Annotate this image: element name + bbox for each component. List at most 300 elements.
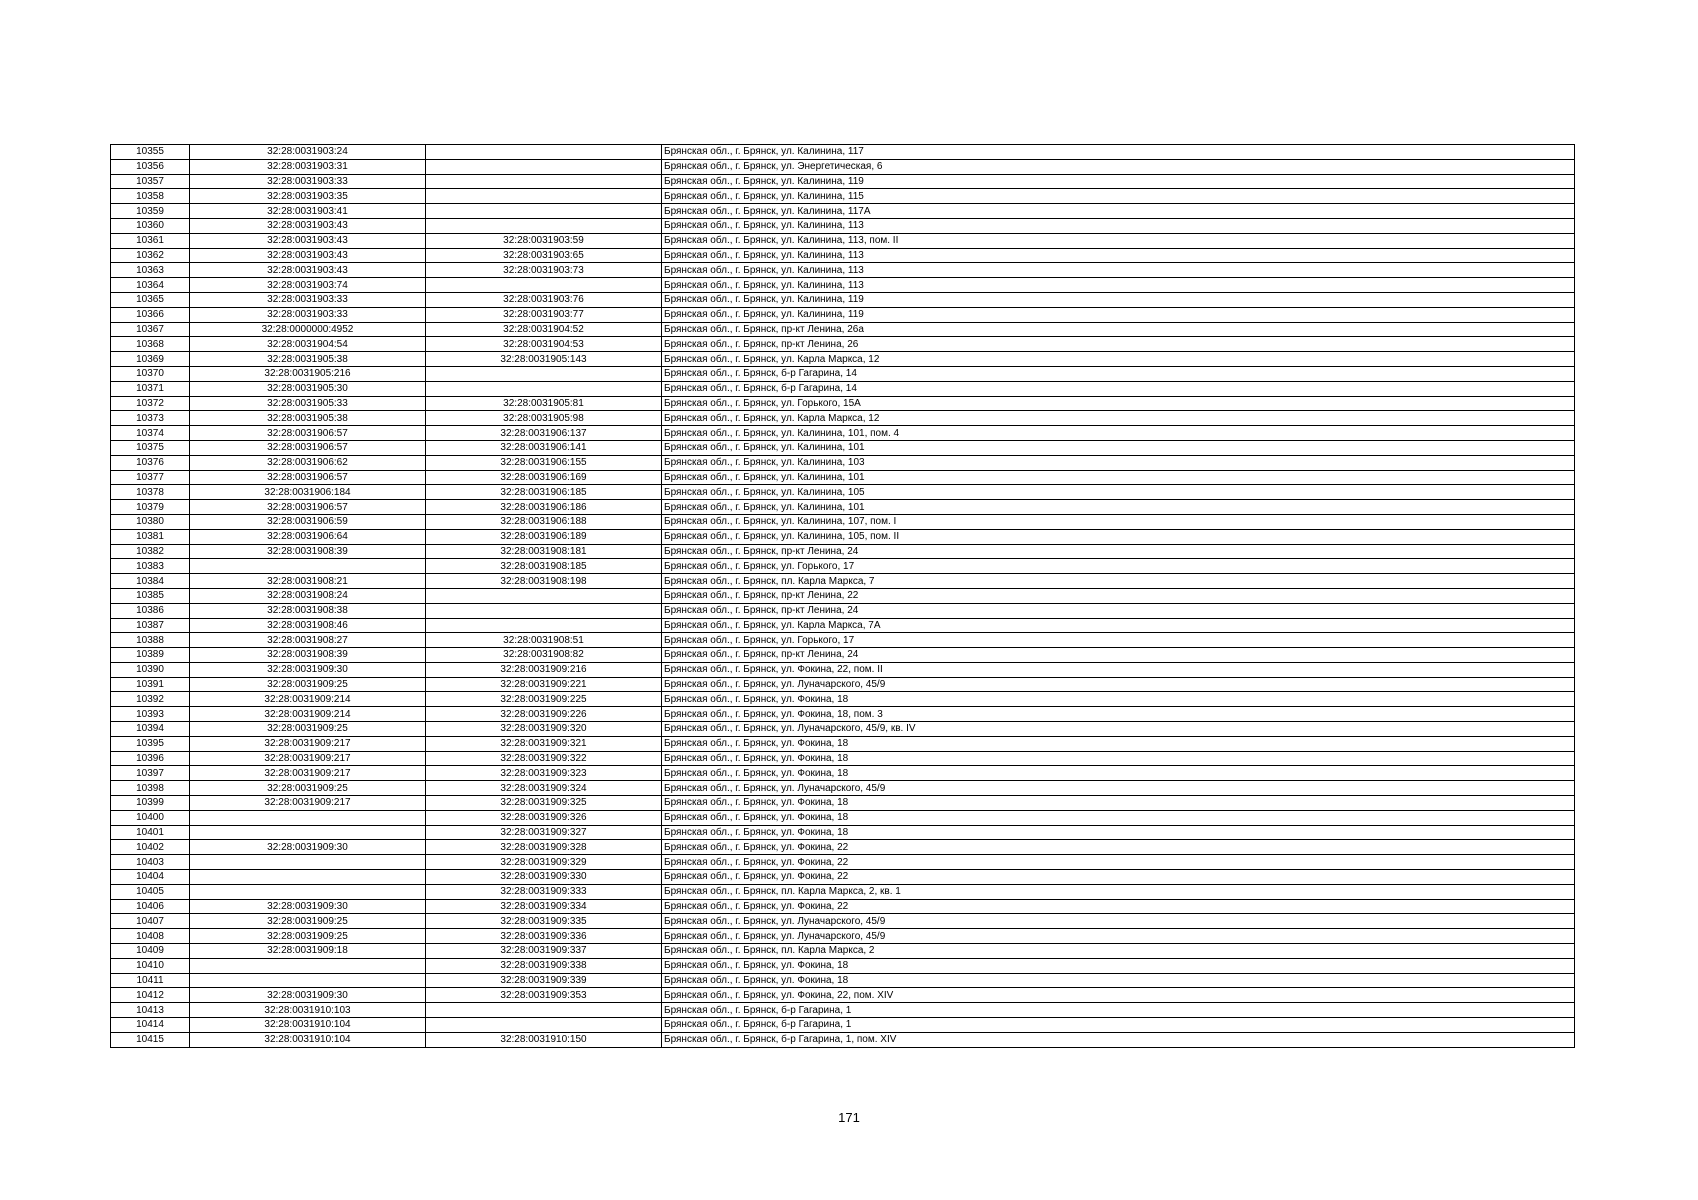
land-plot-number-cell: 32:28:0031906:62 bbox=[190, 455, 426, 470]
object-number-cell: 32:28:0031903:77 bbox=[426, 307, 662, 322]
row-number-cell: 10376 bbox=[111, 455, 190, 470]
row-number-cell: 10385 bbox=[111, 588, 190, 603]
table-row bbox=[111, 633, 1575, 648]
object-number-cell: 32:28:0031908:198 bbox=[426, 574, 662, 589]
object-number-cell: 32:28:0031909:327 bbox=[426, 825, 662, 840]
object-number-cell bbox=[426, 218, 662, 233]
table-row bbox=[111, 751, 1575, 766]
row-number-cell: 10387 bbox=[111, 618, 190, 633]
land-plot-number-cell: 32:28:0000000:4952 bbox=[190, 322, 426, 337]
object-number-cell: 32:28:0031909:225 bbox=[426, 692, 662, 707]
row-number-cell: 10393 bbox=[111, 707, 190, 722]
row-number-cell: 10369 bbox=[111, 352, 190, 367]
land-plot-number-cell: 32:28:0031910:104 bbox=[190, 1018, 426, 1033]
row-number-cell: 10355 bbox=[111, 145, 190, 160]
address-cell: Брянская обл., г. Брянск, ул. Фокина, 22, пом. XIV bbox=[662, 988, 1575, 1003]
address-cell: Брянская обл., г. Брянск, ул. Фокина, 22, пом. II bbox=[662, 662, 1575, 677]
object-number-cell: 32:28:0031906:189 bbox=[426, 529, 662, 544]
address-cell: Брянская обл., г. Брянск, ул. Луначарского, 45/9 bbox=[662, 781, 1575, 796]
land-plot-number-cell bbox=[190, 884, 426, 899]
row-number-cell: 10367 bbox=[111, 322, 190, 337]
address-cell: Брянская обл., г. Брянск, пр-кт Ленина, 26а bbox=[662, 322, 1575, 337]
row-number-cell: 10394 bbox=[111, 722, 190, 737]
row-number-cell: 10415 bbox=[111, 1032, 190, 1047]
land-plot-number-cell: 32:28:0031909:30 bbox=[190, 662, 426, 677]
table-row bbox=[111, 189, 1575, 204]
address-cell: Брянская обл., г. Брянск, ул. Луначарского, 45/9 bbox=[662, 914, 1575, 929]
land-plot-number-cell: 32:28:0031905:30 bbox=[190, 381, 426, 396]
table-row bbox=[111, 1003, 1575, 1018]
address-cell: Брянская обл., г. Брянск, ул. Калинина, 113, пом. II bbox=[662, 233, 1575, 248]
table-row bbox=[111, 218, 1575, 233]
land-plot-number-cell: 32:28:0031910:103 bbox=[190, 1003, 426, 1018]
land-plot-number-cell: 32:28:0031909:217 bbox=[190, 751, 426, 766]
address-cell: Брянская обл., г. Брянск, пр-кт Ленина, 26 bbox=[662, 337, 1575, 352]
land-plot-number-cell: 32:28:0031909:30 bbox=[190, 840, 426, 855]
object-number-cell bbox=[426, 204, 662, 219]
row-number-cell: 10383 bbox=[111, 559, 190, 574]
address-cell: Брянская обл., г. Брянск, ул. Карла Маркса, 12 bbox=[662, 411, 1575, 426]
page-number: 171 bbox=[838, 1110, 860, 1125]
row-number-cell: 10382 bbox=[111, 544, 190, 559]
address-cell: Брянская обл., г. Брянск, б-р Гагарина, 1, пом. XIV bbox=[662, 1032, 1575, 1047]
row-number-cell: 10366 bbox=[111, 307, 190, 322]
land-plot-number-cell: 32:28:0031909:217 bbox=[190, 766, 426, 781]
land-plot-number-cell: 32:28:0031909:25 bbox=[190, 677, 426, 692]
object-number-cell: 32:28:0031908:51 bbox=[426, 633, 662, 648]
address-cell: Брянская обл., г. Брянск, ул. Горького, 17 bbox=[662, 633, 1575, 648]
row-number-cell: 10363 bbox=[111, 263, 190, 278]
cadastral-registry-table bbox=[110, 144, 1575, 1048]
object-number-cell: 32:28:0031903:76 bbox=[426, 292, 662, 307]
address-cell: Брянская обл., г. Брянск, пл. Карла Маркса, 2, кв. 1 bbox=[662, 884, 1575, 899]
table-row bbox=[111, 292, 1575, 307]
object-number-cell bbox=[426, 278, 662, 293]
table-row bbox=[111, 988, 1575, 1003]
object-number-cell bbox=[426, 159, 662, 174]
address-cell: Брянская обл., г. Брянск, ул. Калинина, 119 bbox=[662, 307, 1575, 322]
address-cell: Брянская обл., г. Брянск, пл. Карла Маркса, 2 bbox=[662, 944, 1575, 959]
row-number-cell: 10377 bbox=[111, 470, 190, 485]
table-row bbox=[111, 796, 1575, 811]
table-row bbox=[111, 559, 1575, 574]
land-plot-number-cell: 32:28:0031905:38 bbox=[190, 411, 426, 426]
land-plot-number-cell: 32:28:0031906:184 bbox=[190, 485, 426, 500]
address-cell: Брянская обл., г. Брянск, ул. Фокина, 18 bbox=[662, 766, 1575, 781]
row-number-cell: 10402 bbox=[111, 840, 190, 855]
object-number-cell: 32:28:0031903:65 bbox=[426, 248, 662, 263]
object-number-cell bbox=[426, 366, 662, 381]
table-row bbox=[111, 544, 1575, 559]
address-cell: Брянская обл., г. Брянск, ул. Фокина, 18 bbox=[662, 796, 1575, 811]
row-number-cell: 10408 bbox=[111, 929, 190, 944]
object-number-cell: 32:28:0031910:150 bbox=[426, 1032, 662, 1047]
land-plot-number-cell bbox=[190, 973, 426, 988]
land-plot-number-cell: 32:28:0031908:21 bbox=[190, 574, 426, 589]
row-number-cell: 10368 bbox=[111, 337, 190, 352]
object-number-cell bbox=[426, 381, 662, 396]
row-number-cell: 10400 bbox=[111, 810, 190, 825]
table-row bbox=[111, 855, 1575, 870]
table-row bbox=[111, 929, 1575, 944]
land-plot-number-cell: 32:28:0031903:31 bbox=[190, 159, 426, 174]
address-cell: Брянская обл., г. Брянск, ул. Фокина, 22 bbox=[662, 855, 1575, 870]
row-number-cell: 10371 bbox=[111, 381, 190, 396]
row-number-cell: 10379 bbox=[111, 500, 190, 515]
address-cell: Брянская обл., г. Брянск, ул. Калинина, 113 bbox=[662, 278, 1575, 293]
address-cell: Брянская обл., г. Брянск, ул. Калинина, 101 bbox=[662, 470, 1575, 485]
object-number-cell: 32:28:0031909:335 bbox=[426, 914, 662, 929]
row-number-cell: 10412 bbox=[111, 988, 190, 1003]
row-number-cell: 10411 bbox=[111, 973, 190, 988]
object-number-cell: 32:28:0031908:185 bbox=[426, 559, 662, 574]
table-row bbox=[111, 145, 1575, 160]
object-number-cell: 32:28:0031909:320 bbox=[426, 722, 662, 737]
object-number-cell: 32:28:0031909:324 bbox=[426, 781, 662, 796]
table-row bbox=[111, 825, 1575, 840]
row-number-cell: 10410 bbox=[111, 958, 190, 973]
table-row bbox=[111, 958, 1575, 973]
row-number-cell: 10370 bbox=[111, 366, 190, 381]
object-number-cell: 32:28:0031905:98 bbox=[426, 411, 662, 426]
address-cell: Брянская обл., г. Брянск, ул. Фокина, 22 bbox=[662, 840, 1575, 855]
address-cell: Брянская обл., г. Брянск, ул. Фокина, 18 bbox=[662, 825, 1575, 840]
table-row bbox=[111, 352, 1575, 367]
row-number-cell: 10403 bbox=[111, 855, 190, 870]
row-number-cell: 10372 bbox=[111, 396, 190, 411]
object-number-cell: 32:28:0031909:338 bbox=[426, 958, 662, 973]
address-cell: Брянская обл., г. Брянск, ул. Горького, 15А bbox=[662, 396, 1575, 411]
table-row bbox=[111, 248, 1575, 263]
registry-table-body bbox=[111, 145, 1575, 1048]
table-row bbox=[111, 1018, 1575, 1033]
table-row bbox=[111, 174, 1575, 189]
object-number-cell: 32:28:0031909:330 bbox=[426, 870, 662, 885]
land-plot-number-cell bbox=[190, 870, 426, 885]
object-number-cell: 32:28:0031906:141 bbox=[426, 440, 662, 455]
table-row bbox=[111, 840, 1575, 855]
object-number-cell: 32:28:0031908:181 bbox=[426, 544, 662, 559]
object-number-cell: 32:28:0031903:73 bbox=[426, 263, 662, 278]
table-row bbox=[111, 618, 1575, 633]
row-number-cell: 10356 bbox=[111, 159, 190, 174]
row-number-cell: 10364 bbox=[111, 278, 190, 293]
land-plot-number-cell: 32:28:0031906:57 bbox=[190, 440, 426, 455]
object-number-cell: 32:28:0031906:155 bbox=[426, 455, 662, 470]
table-row bbox=[111, 470, 1575, 485]
row-number-cell: 10358 bbox=[111, 189, 190, 204]
object-number-cell bbox=[426, 618, 662, 633]
object-number-cell bbox=[426, 1003, 662, 1018]
table-row bbox=[111, 870, 1575, 885]
table-row bbox=[111, 455, 1575, 470]
address-cell: Брянская обл., г. Брянск, ул. Фокина, 18, пом. 3 bbox=[662, 707, 1575, 722]
object-number-cell: 32:28:0031909:328 bbox=[426, 840, 662, 855]
address-cell: Брянская обл., г. Брянск, пр-кт Ленина, 24 bbox=[662, 648, 1575, 663]
object-number-cell bbox=[426, 603, 662, 618]
table-row bbox=[111, 766, 1575, 781]
land-plot-number-cell: 32:28:0031909:217 bbox=[190, 736, 426, 751]
address-cell: Брянская обл., г. Брянск, ул. Фокина, 18 bbox=[662, 958, 1575, 973]
land-plot-number-cell: 32:28:0031903:74 bbox=[190, 278, 426, 293]
object-number-cell: 32:28:0031906:185 bbox=[426, 485, 662, 500]
row-number-cell: 10405 bbox=[111, 884, 190, 899]
object-number-cell bbox=[426, 174, 662, 189]
land-plot-number-cell: 32:28:0031908:46 bbox=[190, 618, 426, 633]
land-plot-number-cell: 32:28:0031906:57 bbox=[190, 500, 426, 515]
table-row bbox=[111, 662, 1575, 677]
object-number-cell: 32:28:0031909:323 bbox=[426, 766, 662, 781]
land-plot-number-cell: 32:28:0031903:24 bbox=[190, 145, 426, 160]
address-cell: Брянская обл., г. Брянск, ул. Фокина, 18 bbox=[662, 751, 1575, 766]
land-plot-number-cell: 32:28:0031909:214 bbox=[190, 692, 426, 707]
address-cell: Брянская обл., г. Брянск, ул. Калинина, 119 bbox=[662, 174, 1575, 189]
table-row bbox=[111, 588, 1575, 603]
land-plot-number-cell: 32:28:0031906:64 bbox=[190, 529, 426, 544]
land-plot-number-cell bbox=[190, 810, 426, 825]
land-plot-number-cell: 32:28:0031909:25 bbox=[190, 722, 426, 737]
land-plot-number-cell: 32:28:0031903:43 bbox=[190, 248, 426, 263]
land-plot-number-cell: 32:28:0031909:217 bbox=[190, 796, 426, 811]
land-plot-number-cell: 32:28:0031909:18 bbox=[190, 944, 426, 959]
address-cell: Брянская обл., г. Брянск, пр-кт Ленина, 24 bbox=[662, 603, 1575, 618]
address-cell: Брянская обл., г. Брянск, ул. Калинина, 105, пом. II bbox=[662, 529, 1575, 544]
table-row bbox=[111, 263, 1575, 278]
address-cell: Брянская обл., г. Брянск, ул. Фокина, 18 bbox=[662, 810, 1575, 825]
address-cell: Брянская обл., г. Брянск, б-р Гагарина, 1 bbox=[662, 1003, 1575, 1018]
table-row bbox=[111, 411, 1575, 426]
table-row bbox=[111, 914, 1575, 929]
table-row bbox=[111, 159, 1575, 174]
object-number-cell bbox=[426, 1018, 662, 1033]
address-cell: Брянская обл., г. Брянск, ул. Калинина, 117 bbox=[662, 145, 1575, 160]
object-number-cell: 32:28:0031908:82 bbox=[426, 648, 662, 663]
address-cell: Брянская обл., г. Брянск, ул. Калинина, 113 bbox=[662, 248, 1575, 263]
object-number-cell: 32:28:0031909:339 bbox=[426, 973, 662, 988]
address-cell: Брянская обл., г. Брянск, б-р Гагарина, 14 bbox=[662, 381, 1575, 396]
row-number-cell: 10407 bbox=[111, 914, 190, 929]
land-plot-number-cell: 32:28:0031906:57 bbox=[190, 426, 426, 441]
address-cell: Брянская обл., г. Брянск, ул. Калинина, 115 bbox=[662, 189, 1575, 204]
row-number-cell: 10381 bbox=[111, 529, 190, 544]
address-cell: Брянская обл., г. Брянск, ул. Энергетическая, 6 bbox=[662, 159, 1575, 174]
table-row bbox=[111, 204, 1575, 219]
table-row bbox=[111, 574, 1575, 589]
address-cell: Брянская обл., г. Брянск, ул. Калинина, 101, пом. 4 bbox=[662, 426, 1575, 441]
address-cell: Брянская обл., г. Брянск, ул. Калинина, 107, пом. I bbox=[662, 514, 1575, 529]
land-plot-number-cell: 32:28:0031909:25 bbox=[190, 929, 426, 944]
row-number-cell: 10373 bbox=[111, 411, 190, 426]
table-row bbox=[111, 648, 1575, 663]
land-plot-number-cell: 32:28:0031908:38 bbox=[190, 603, 426, 618]
row-number-cell: 10401 bbox=[111, 825, 190, 840]
row-number-cell: 10359 bbox=[111, 204, 190, 219]
table-row bbox=[111, 722, 1575, 737]
row-number-cell: 10398 bbox=[111, 781, 190, 796]
row-number-cell: 10391 bbox=[111, 677, 190, 692]
land-plot-number-cell: 32:28:0031909:25 bbox=[190, 781, 426, 796]
object-number-cell: 32:28:0031906:169 bbox=[426, 470, 662, 485]
land-plot-number-cell: 32:28:0031905:216 bbox=[190, 366, 426, 381]
object-number-cell: 32:28:0031905:143 bbox=[426, 352, 662, 367]
table-row bbox=[111, 307, 1575, 322]
table-row bbox=[111, 884, 1575, 899]
land-plot-number-cell: 32:28:0031909:25 bbox=[190, 914, 426, 929]
object-number-cell bbox=[426, 145, 662, 160]
address-cell: Брянская обл., г. Брянск, пр-кт Ленина, 24 bbox=[662, 544, 1575, 559]
row-number-cell: 10399 bbox=[111, 796, 190, 811]
address-cell: Брянская обл., г. Брянск, ул. Калинина, 119 bbox=[662, 292, 1575, 307]
row-number-cell: 10386 bbox=[111, 603, 190, 618]
address-cell: Брянская обл., г. Брянск, ул. Калинина, 101 bbox=[662, 440, 1575, 455]
address-cell: Брянская обл., г. Брянск, ул. Фокина, 22 bbox=[662, 899, 1575, 914]
row-number-cell: 10395 bbox=[111, 736, 190, 751]
land-plot-number-cell: 32:28:0031903:41 bbox=[190, 204, 426, 219]
object-number-cell: 32:28:0031909:329 bbox=[426, 855, 662, 870]
address-cell: Брянская обл., г. Брянск, ул. Калинина, 101 bbox=[662, 500, 1575, 515]
table-row bbox=[111, 603, 1575, 618]
land-plot-number-cell: 32:28:0031903:43 bbox=[190, 218, 426, 233]
land-plot-number-cell: 32:28:0031908:39 bbox=[190, 544, 426, 559]
table-row bbox=[111, 426, 1575, 441]
table-row bbox=[111, 781, 1575, 796]
table-row bbox=[111, 381, 1575, 396]
land-plot-number-cell: 32:28:0031908:24 bbox=[190, 588, 426, 603]
object-number-cell: 32:28:0031904:53 bbox=[426, 337, 662, 352]
land-plot-number-cell bbox=[190, 825, 426, 840]
table-row bbox=[111, 736, 1575, 751]
table-row bbox=[111, 233, 1575, 248]
land-plot-number-cell bbox=[190, 855, 426, 870]
row-number-cell: 10404 bbox=[111, 870, 190, 885]
row-number-cell: 10375 bbox=[111, 440, 190, 455]
address-cell: Брянская обл., г. Брянск, ул. Фокина, 18 bbox=[662, 692, 1575, 707]
row-number-cell: 10414 bbox=[111, 1018, 190, 1033]
object-number-cell: 32:28:0031906:188 bbox=[426, 514, 662, 529]
table-row bbox=[111, 973, 1575, 988]
address-cell: Брянская обл., г. Брянск, ул. Калинина, 113 bbox=[662, 218, 1575, 233]
land-plot-number-cell: 32:28:0031909:30 bbox=[190, 899, 426, 914]
object-number-cell: 32:28:0031909:333 bbox=[426, 884, 662, 899]
address-cell: Брянская обл., г. Брянск, ул. Фокина, 22 bbox=[662, 870, 1575, 885]
land-plot-number-cell: 32:28:0031908:27 bbox=[190, 633, 426, 648]
object-number-cell: 32:28:0031909:325 bbox=[426, 796, 662, 811]
land-plot-number-cell: 32:28:0031903:43 bbox=[190, 233, 426, 248]
table-row bbox=[111, 677, 1575, 692]
address-cell: Брянская обл., г. Брянск, ул. Луначарского, 45/9 bbox=[662, 677, 1575, 692]
land-plot-number-cell bbox=[190, 559, 426, 574]
row-number-cell: 10388 bbox=[111, 633, 190, 648]
table-row bbox=[111, 337, 1575, 352]
row-number-cell: 10361 bbox=[111, 233, 190, 248]
object-number-cell: 32:28:0031909:226 bbox=[426, 707, 662, 722]
object-number-cell bbox=[426, 588, 662, 603]
address-cell: Брянская обл., г. Брянск, ул. Луначарского, 45/9, кв. IV bbox=[662, 722, 1575, 737]
table-row bbox=[111, 440, 1575, 455]
table-row bbox=[111, 396, 1575, 411]
address-cell: Брянская обл., г. Брянск, ул. Карла Маркса, 12 bbox=[662, 352, 1575, 367]
table-row bbox=[111, 500, 1575, 515]
object-number-cell: 32:28:0031904:52 bbox=[426, 322, 662, 337]
row-number-cell: 10397 bbox=[111, 766, 190, 781]
address-cell: Брянская обл., г. Брянск, б-р Гагарина, 1 bbox=[662, 1018, 1575, 1033]
address-cell: Брянская обл., г. Брянск, ул. Калинина, 103 bbox=[662, 455, 1575, 470]
address-cell: Брянская обл., г. Брянск, ул. Луначарского, 45/9 bbox=[662, 929, 1575, 944]
address-cell: Брянская обл., г. Брянск, ул. Фокина, 18 bbox=[662, 736, 1575, 751]
land-plot-number-cell: 32:28:0031903:43 bbox=[190, 263, 426, 278]
land-plot-number-cell: 32:28:0031903:33 bbox=[190, 174, 426, 189]
table-row bbox=[111, 278, 1575, 293]
address-cell: Брянская обл., г. Брянск, ул. Карла Маркса, 7А bbox=[662, 618, 1575, 633]
row-number-cell: 10389 bbox=[111, 648, 190, 663]
table-row bbox=[111, 485, 1575, 500]
row-number-cell: 10374 bbox=[111, 426, 190, 441]
address-cell: Брянская обл., г. Брянск, пл. Карла Маркса, 7 bbox=[662, 574, 1575, 589]
table-row bbox=[111, 514, 1575, 529]
address-cell: Брянская обл., г. Брянск, б-р Гагарина, 14 bbox=[662, 366, 1575, 381]
land-plot-number-cell: 32:28:0031910:104 bbox=[190, 1032, 426, 1047]
table-row bbox=[111, 366, 1575, 381]
object-number-cell: 32:28:0031909:337 bbox=[426, 944, 662, 959]
row-number-cell: 10365 bbox=[111, 292, 190, 307]
address-cell: Брянская обл., г. Брянск, ул. Калинина, 117А bbox=[662, 204, 1575, 219]
row-number-cell: 10380 bbox=[111, 514, 190, 529]
row-number-cell: 10362 bbox=[111, 248, 190, 263]
row-number-cell: 10413 bbox=[111, 1003, 190, 1018]
object-number-cell bbox=[426, 189, 662, 204]
object-number-cell: 32:28:0031906:186 bbox=[426, 500, 662, 515]
object-number-cell: 32:28:0031909:216 bbox=[426, 662, 662, 677]
land-plot-number-cell: 32:28:0031909:30 bbox=[190, 988, 426, 1003]
row-number-cell: 10406 bbox=[111, 899, 190, 914]
object-number-cell: 32:28:0031909:353 bbox=[426, 988, 662, 1003]
address-cell: Брянская обл., г. Брянск, пр-кт Ленина, 22 bbox=[662, 588, 1575, 603]
land-plot-number-cell: 32:28:0031903:33 bbox=[190, 292, 426, 307]
object-number-cell: 32:28:0031909:326 bbox=[426, 810, 662, 825]
table-row bbox=[111, 1032, 1575, 1047]
row-number-cell: 10392 bbox=[111, 692, 190, 707]
row-number-cell: 10378 bbox=[111, 485, 190, 500]
table-row bbox=[111, 810, 1575, 825]
address-cell: Брянская обл., г. Брянск, ул. Калинина, 113 bbox=[662, 263, 1575, 278]
address-cell: Брянская обл., г. Брянск, ул. Горького, 17 bbox=[662, 559, 1575, 574]
address-cell: Брянская обл., г. Брянск, ул. Фокина, 18 bbox=[662, 973, 1575, 988]
land-plot-number-cell bbox=[190, 958, 426, 973]
row-number-cell: 10396 bbox=[111, 751, 190, 766]
object-number-cell: 32:28:0031909:321 bbox=[426, 736, 662, 751]
object-number-cell: 32:28:0031909:334 bbox=[426, 899, 662, 914]
land-plot-number-cell: 32:28:0031906:59 bbox=[190, 514, 426, 529]
row-number-cell: 10409 bbox=[111, 944, 190, 959]
row-number-cell: 10384 bbox=[111, 574, 190, 589]
land-plot-number-cell: 32:28:0031908:39 bbox=[190, 648, 426, 663]
object-number-cell: 32:28:0031906:137 bbox=[426, 426, 662, 441]
land-plot-number-cell: 32:28:0031905:33 bbox=[190, 396, 426, 411]
address-cell: Брянская обл., г. Брянск, ул. Калинина, 105 bbox=[662, 485, 1575, 500]
object-number-cell: 32:28:0031909:322 bbox=[426, 751, 662, 766]
land-plot-number-cell: 32:28:0031905:38 bbox=[190, 352, 426, 367]
land-plot-number-cell: 32:28:0031909:214 bbox=[190, 707, 426, 722]
land-plot-number-cell: 32:28:0031904:54 bbox=[190, 337, 426, 352]
table-row bbox=[111, 944, 1575, 959]
table-row bbox=[111, 899, 1575, 914]
land-plot-number-cell: 32:28:0031903:35 bbox=[190, 189, 426, 204]
table-row bbox=[111, 322, 1575, 337]
table-row bbox=[111, 692, 1575, 707]
land-plot-number-cell: 32:28:0031903:33 bbox=[190, 307, 426, 322]
land-plot-number-cell: 32:28:0031906:57 bbox=[190, 470, 426, 485]
object-number-cell: 32:28:0031909:221 bbox=[426, 677, 662, 692]
